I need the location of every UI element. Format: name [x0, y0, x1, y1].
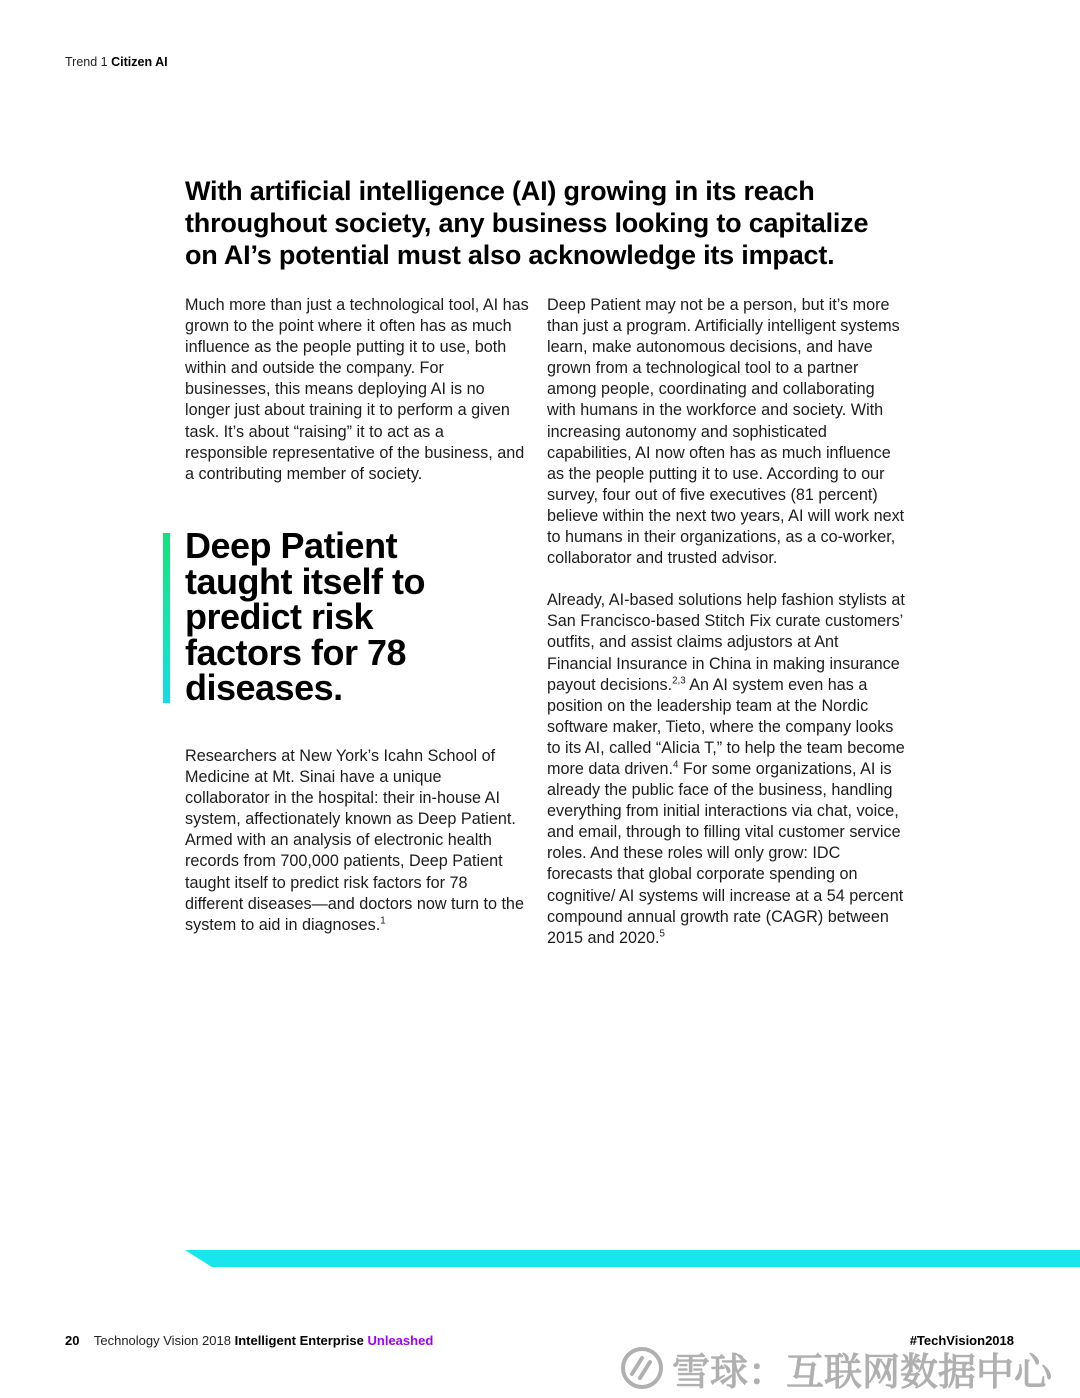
page-number: 20 [65, 1333, 80, 1348]
right-paragraph-1: Deep Patient may not be a person, but it’s more than just a program. Artificially intelligent systems learn, make autonomous decisions, and have grown from a technological tool to a partner among people, coordinating and collaborating with humans in the workforce and society. With increasing autonomy and sophisticated capabilities, AI now often has as much influence as the people putting it to use. According to our survey, four out of five executives (81 percent) believe within the next two years, AI will work next to humans in their organizations, as a co-worker, collaborator and trusted advisor. [547, 296, 905, 568]
left-column-intro [185, 295, 530, 485]
story-text: Researchers at New York’s Icahn School of Medicine at Mt. Sinai have a unique collaborator in the hospital: their in-house AI system, affectionately known as Deep Patient. Armed with an analysis of electronic health records from 700,000 patients, Deep Patient taught itself to predict risk factors for 78 different diseases—and doctors now turn to the system to aid in diagnoses. [185, 747, 524, 934]
watermark [618, 1344, 1068, 1392]
running-head-title: Citizen AI [111, 55, 168, 69]
theme-accent: Unleashed [367, 1333, 434, 1348]
left-column-story [185, 746, 530, 936]
pull-quote: Deep Patient taught itself to predict risk factors for 78 diseases. [185, 525, 425, 708]
footnote-ref: 1 [380, 915, 386, 927]
watermark-text: 雪球：互联网数据中心 [672, 1349, 1053, 1394]
footnote-ref: 4 [672, 759, 679, 771]
right-paragraph-2-part-b: An AI system even has a position on the leadership team at the Nordic software maker, Tieto, where the company looks to its AI, called “Alicia T,” to help the team become more data driven. [547, 675, 905, 778]
running-head [65, 55, 168, 69]
footnote-ref: 2,3 [672, 675, 686, 687]
lead-heading: With artificial intelligence (AI) growing in its reach throughout society, any business looking to capitalize on AI’s potential must also acknowledge its impact. [185, 176, 869, 270]
right-paragraph-2-part-a: Already, AI-based solutions help fashion stylists at San Francisco-based Stitch Fix curate customers’ outfits, and assist claims adjustors at Ant Financial Insurance in China in making insurance payout decisions. [547, 591, 905, 694]
story-paragraph [185, 746, 530, 936]
footnote-ref: 5 [659, 928, 665, 940]
hashtag: #TechVision2018 [909, 1333, 1014, 1348]
right-paragraph-2 [547, 590, 907, 949]
right-column [547, 295, 907, 949]
theme-title: Intelligent Enterprise [234, 1333, 364, 1348]
footer-accent-band [185, 1250, 1080, 1267]
pull-quote-accent-bar [163, 533, 170, 703]
publication-name: Technology Vision 2018 [93, 1333, 231, 1348]
intro-paragraph: Much more than just a technological tool, AI has grown to the point where it often has as much influence as the people putting it to use, both within and outside the company. For businesses, this means deploying AI is no longer just about training it to perform a given task. It’s about “raising” it to act as a responsible representative of the business, and a contributing member of society. [185, 296, 529, 483]
right-paragraph-2-part-c: For some organizations, AI is already the public face of the business, handling everything from initial interactions via chat, voice, and email, through to filling vital customer service roles. And these roles will only grow: IDC forecasts that global corporate spending on cognitive/ AI systems will increase at a 54 percent compound annual growth rate (CAGR) between 2015 and 2020. [547, 759, 904, 947]
running-head-prefix: Trend 1 [65, 55, 108, 69]
snowball-logo-icon [618, 1344, 666, 1392]
footer-left [65, 1333, 433, 1348]
